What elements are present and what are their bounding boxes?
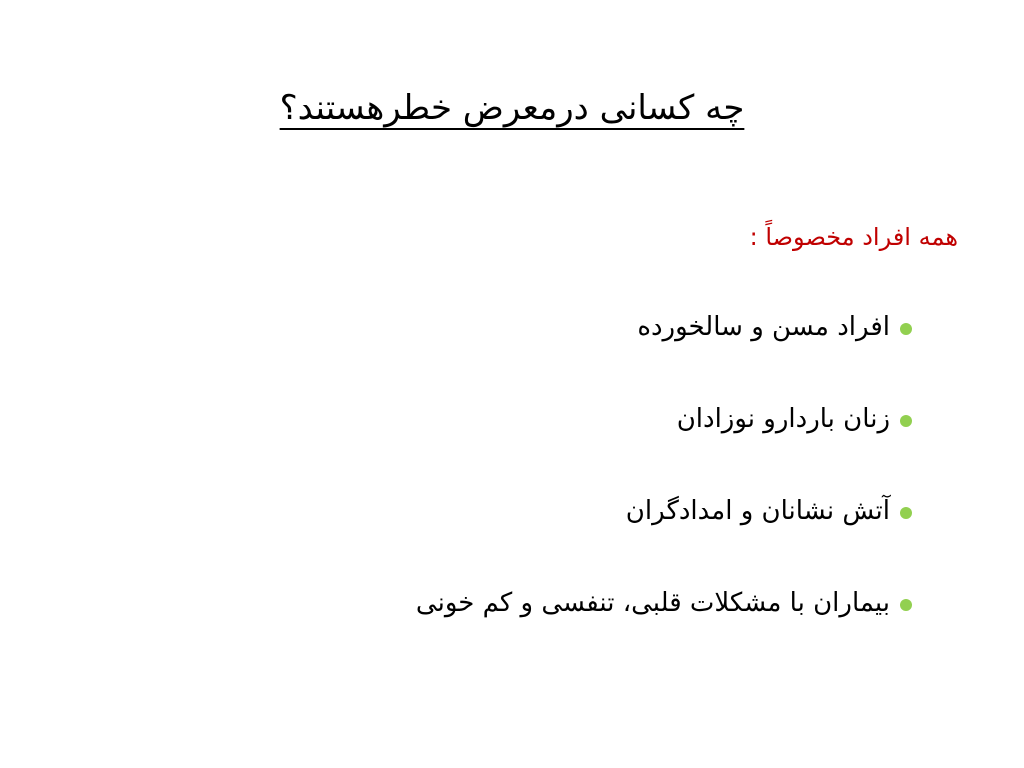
slide-title bbox=[0, 86, 1024, 130]
subheading: همه افراد مخصوصاً : bbox=[749, 223, 958, 251]
bullet-text: زنان باردارو نوزادان bbox=[676, 404, 890, 434]
slide-title-text: چه کسانی درمعرض خطرهستند؟ bbox=[279, 88, 745, 128]
bullet-dot-icon bbox=[900, 507, 912, 519]
bullet-dot-icon bbox=[900, 415, 912, 427]
bullet-dot-icon bbox=[900, 323, 912, 335]
list-item bbox=[136, 309, 896, 401]
list-item bbox=[136, 585, 896, 677]
bullet-list bbox=[136, 309, 896, 677]
bullet-text: افراد مسن و سالخورده bbox=[637, 312, 890, 342]
list-item bbox=[136, 493, 896, 585]
bullet-text: آتش نشانان و امدادگران bbox=[625, 496, 890, 526]
bullet-dot-icon bbox=[900, 599, 912, 611]
list-item bbox=[136, 401, 896, 493]
bullet-text: بیماران با مشکلات قلبی، تنفسی و کم خونی bbox=[415, 588, 890, 618]
